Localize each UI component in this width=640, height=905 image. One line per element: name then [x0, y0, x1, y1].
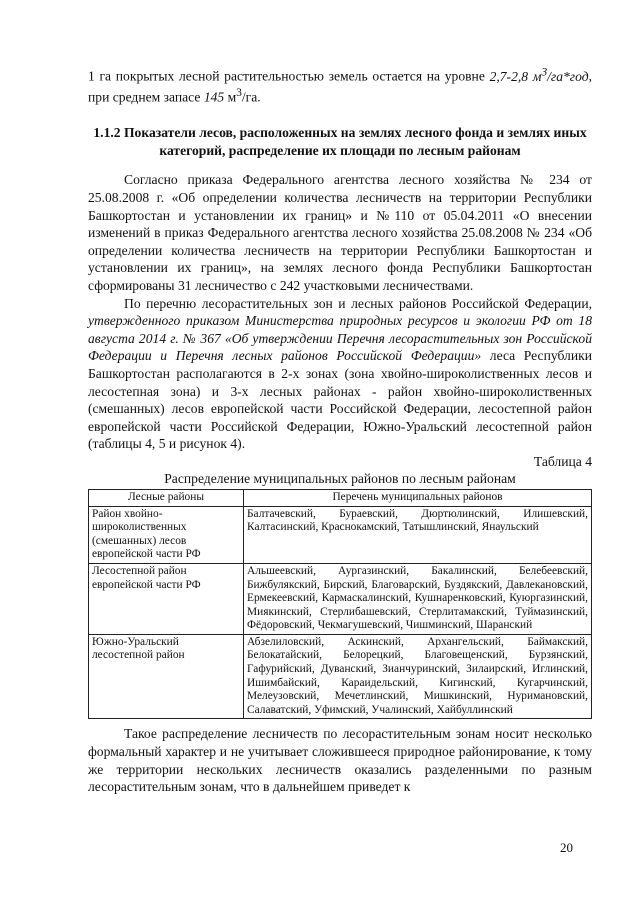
table-label: Таблица 4: [533, 453, 592, 469]
paragraph-distribution: Такое распределение лесничеств по лесорастительным зонам носит несколько формальный характер и не учитывает сложившееся природное районирование, к тому же территории нескольких лесничеств оказались разделенными по разным лесорастительным зонам, что в дальнейшем приведет к: [88, 726, 592, 795]
table-row: [89, 506, 592, 563]
paragraph-zones-end: леса Республики Башкортостан располагаются в 2-х зонах (зона хвойно-широколиственных лесов и лесостепная зона) и 3-х лесных районах - район хвойно-широколиственных (смешанных) лесов европейской части Российской Федерации, лесостепной район европейской части Российской Федерации, Южно-Уральский лесостепной район (таблицы 4, 5 и рисунок 4).: [88, 348, 592, 452]
column-header-regions: Лесные районы: [89, 489, 244, 506]
region-cell: Южно-Уральский лесостепной район: [89, 634, 244, 719]
districts-cell: Абзелиловский, Аскинский, Архангельский, Баймакский, Белокатайский, Белорецкий, Благовещенский, Бурзянский, Гафурийский, Дуванский, Зианчуринский, Зилаирский, Иглинский, Ишимбайский, Караидельский, Кигинский, Кугарчинский, Мелеузовский, Мечетлинский, Мишкинский, Нуримановский, Салаватский, Уфимский, Учалинский, Хайбуллинский: [244, 634, 592, 719]
growth-unit: /га*год: [547, 68, 589, 84]
districts-cell: Альшеевский, Аургазинский, Бакалинский, Белебеевский, Бижбулякский, Бирский, Благоварский, Буздякский, Давлекановский, Ермекеевский, Кармаскалинский, Кушнаренковский, Куюргазинский, Миякинский, Стерлибашевский, Стерлитамакский, Туймазинский, Фёдоровский, Чекмагушевский, Чишминский, Шаранский: [244, 563, 592, 634]
intro-text: 1 га покрытых лесной растительностью земель остается на уровне: [88, 68, 490, 84]
document-page: [88, 64, 592, 796]
growth-unit-exponent: 3: [541, 66, 548, 78]
stock-unit: м: [224, 89, 237, 105]
column-header-districts: Перечень муниципальных районов: [244, 489, 592, 506]
region-cell: Лесостепной район европейской части РФ: [89, 563, 244, 634]
paragraph-order: Согласно приказа Федерального агентства лесного хозяйства № 234 от 25.08.2008 г. «Об определении количества лесничеств на территории Республики Башкортостан и установлении их границ» и №110 от 05.04.2011 «О внесении изменений в приказ Федерального агентства лесного хозяйства 25.08.2008 № 234 «Об определении количества лесничеств на территории Республики Башкортостан и установлении их границ», на землях лесного фонда Республики Башкортостан сформированы 31 лесничество с 242 участковыми лесничествами.: [88, 172, 592, 293]
paragraph-zones-start: По перечню лесорастительных зон и лесных районов Российской Федерации,: [124, 295, 592, 311]
table-caption: Распределение муниципальных районов по лесным районам: [164, 470, 516, 486]
order-citation: утвержденного приказом Министерства природных ресурсов и экологии РФ от 18 августа 2014 г. № 367 «Об утверждении Перечня лесорастительных зон Российской Федерации и Перечня лесных районов Российской Федерации»: [88, 313, 592, 364]
growth-range: 2,7-2,8 м: [489, 68, 542, 84]
page-number: 20: [560, 840, 573, 855]
intro-paragraph: [88, 64, 592, 106]
table-header-row: [89, 489, 592, 506]
stock-unit-exponent: 3: [236, 87, 242, 100]
districts-cell: Балтачевский, Бураевский, Дюртюлинский, Илишевский, Калтасинский, Краснокамский, Татышлинский, Янаульский: [244, 506, 592, 563]
stock-value: 145: [203, 89, 225, 105]
section-heading: 1.1.2 Показатели лесов, расположенных на землях лесного фонда и землях иных категорий, распределение их площади по лесным районам: [93, 125, 587, 158]
region-cell: Район хвойно-широколиственных (смешанных) лесов европейской части РФ: [89, 506, 244, 563]
forest-regions-table: [88, 489, 592, 720]
stock-unit-tail: /га.: [241, 89, 261, 105]
intro-text-2: , при среднем запасе: [88, 68, 592, 105]
table-row: [89, 634, 592, 719]
table-row: [89, 563, 592, 634]
paragraph-zones: [88, 295, 592, 453]
